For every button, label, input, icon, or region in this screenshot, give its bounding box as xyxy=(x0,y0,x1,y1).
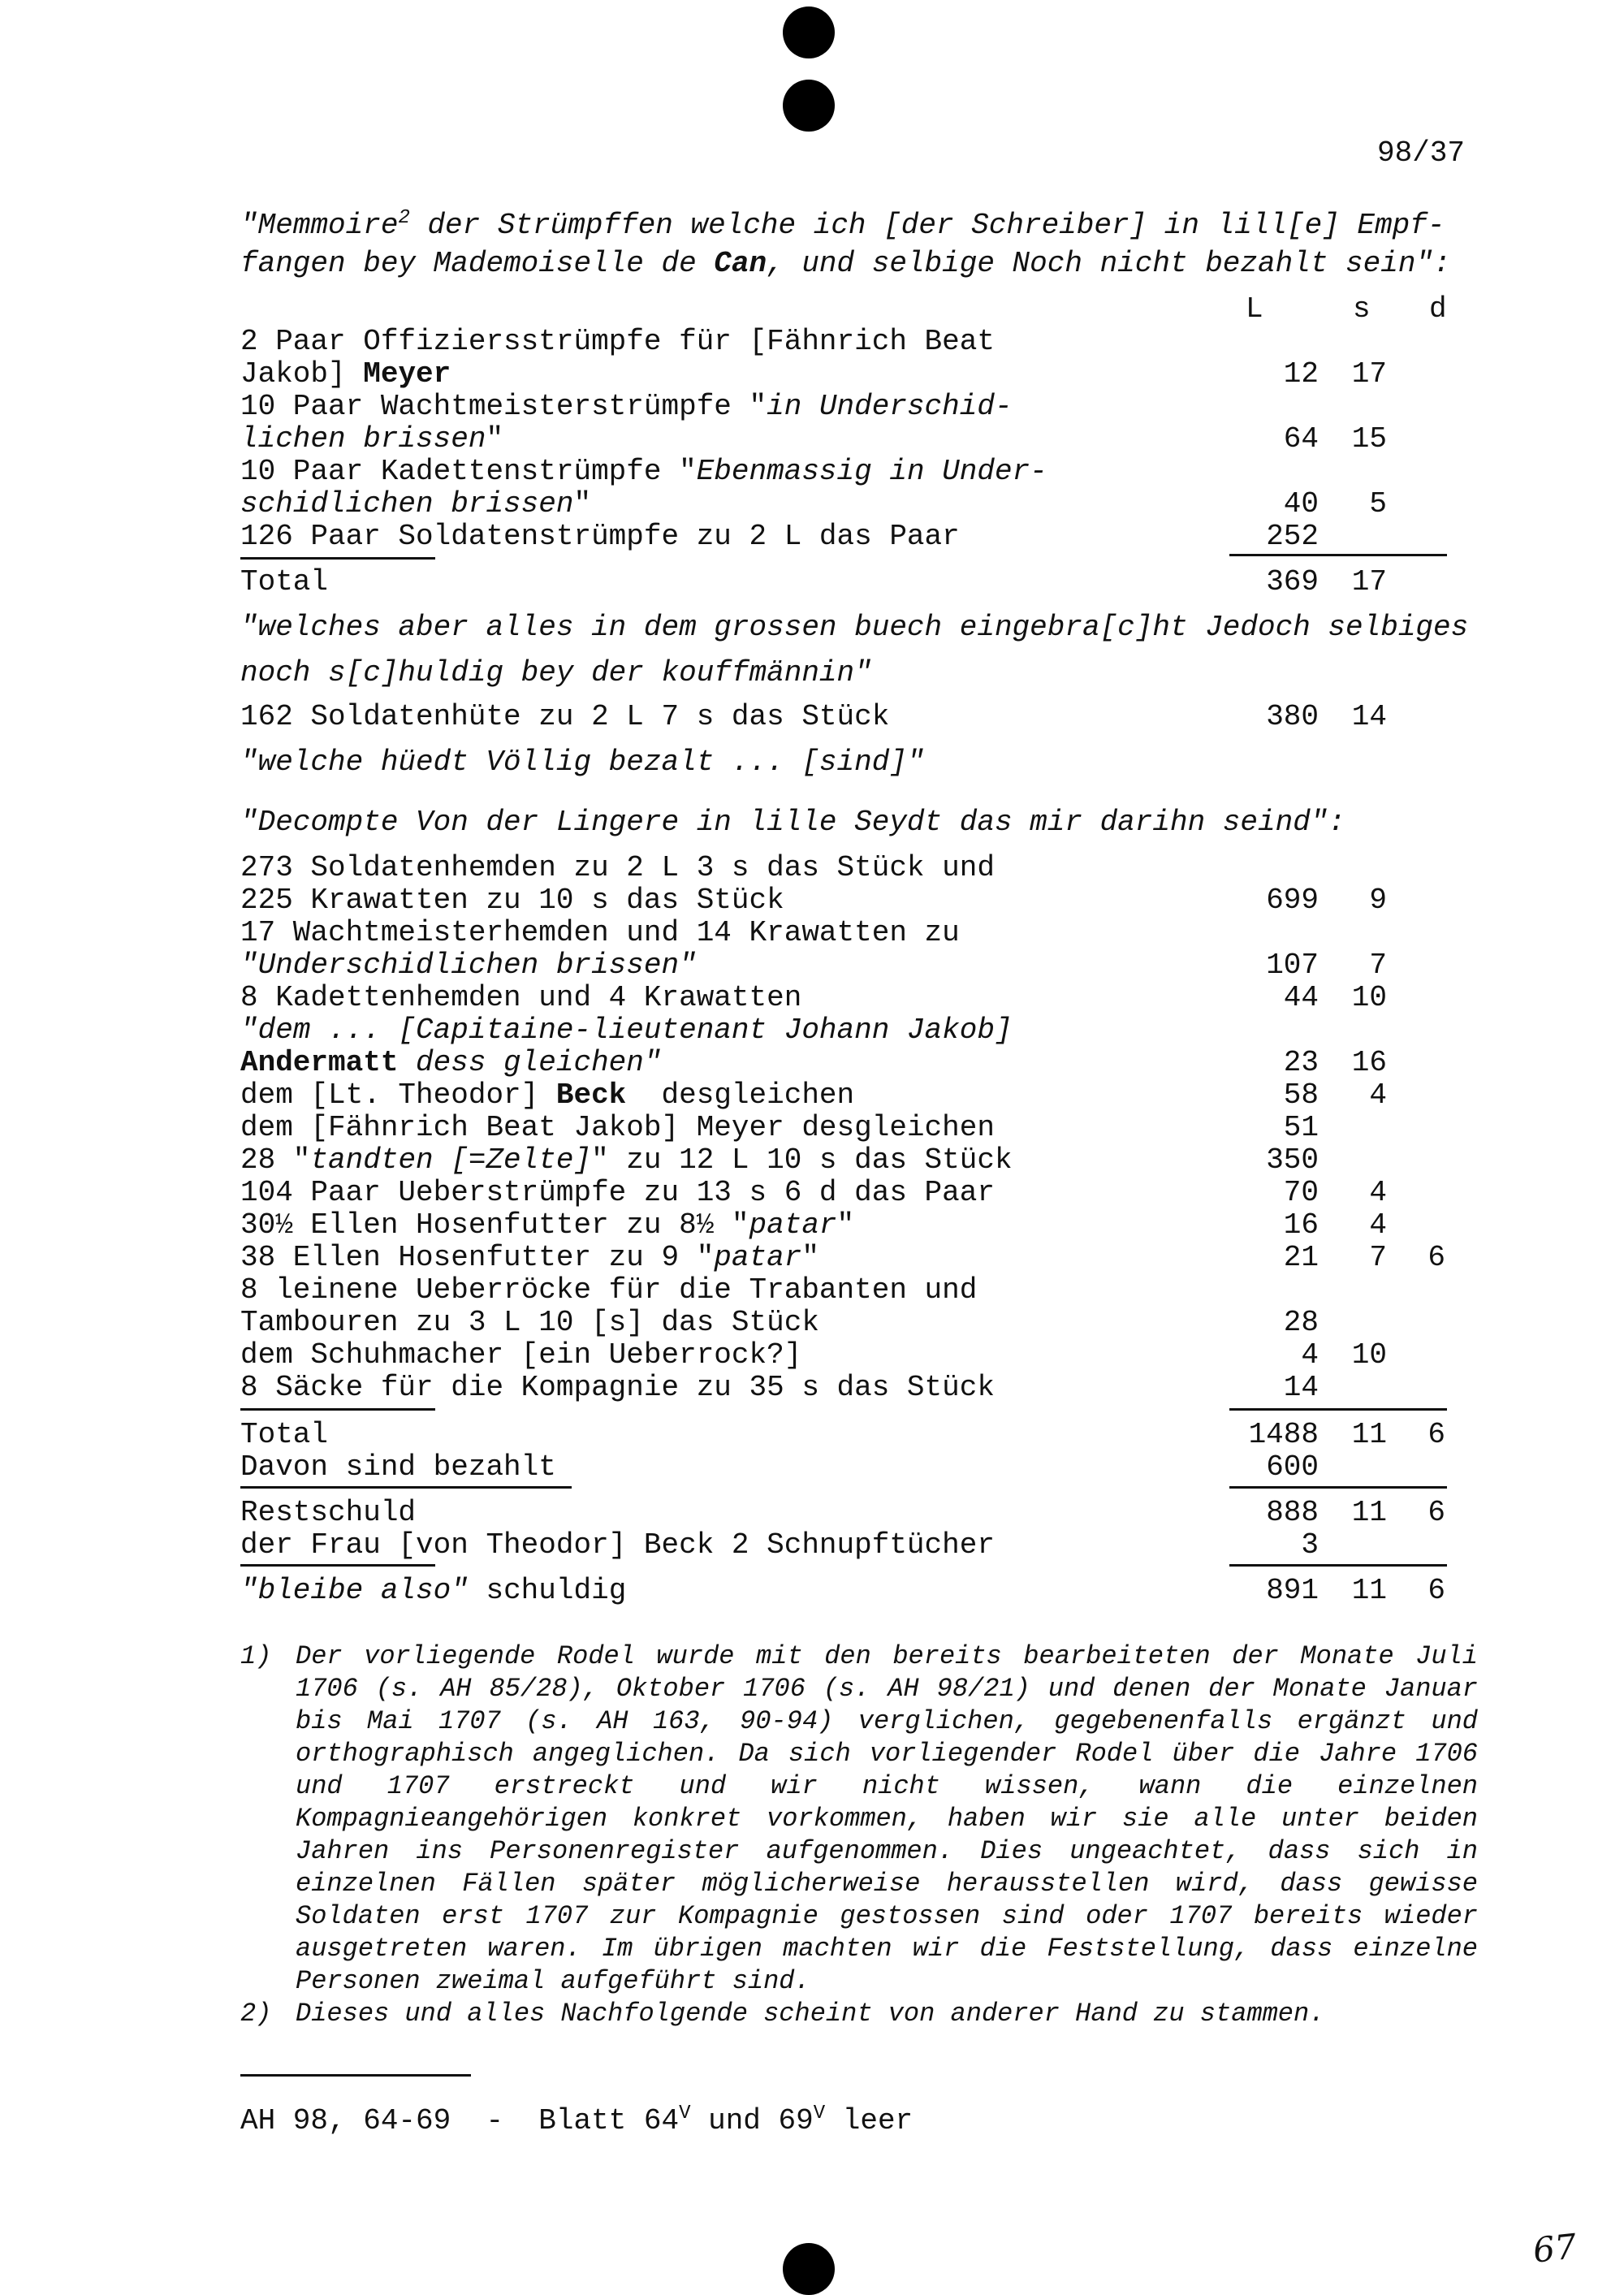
column-header-s: s xyxy=(1353,292,1371,326)
amount-L: 12 xyxy=(1283,357,1319,391)
punch-hole-bottom xyxy=(783,2243,835,2295)
amount-L: 21 xyxy=(1283,1241,1319,1274)
hats-entry: 162 Soldatenhüte zu 2 L 7 s das Stück xyxy=(240,700,890,733)
quote-line: noch s[c]huldig bey der kouffmännin" xyxy=(240,656,872,689)
footer-rule xyxy=(240,2074,471,2077)
rest-d: 6 xyxy=(1427,1496,1445,1529)
rest-L: 888 xyxy=(1266,1496,1319,1529)
total-label: Total xyxy=(240,565,329,599)
amount-L: 4 xyxy=(1301,1338,1319,1372)
punch-hole-top xyxy=(783,6,835,58)
quote-line: "welche hüedt Völlig bezalt ... [sind]" xyxy=(240,746,925,779)
sum-rule xyxy=(1229,1486,1447,1489)
column-header-L: L xyxy=(1246,292,1263,326)
amount-s: 4 xyxy=(1369,1078,1387,1112)
amount-L: 252 xyxy=(1266,520,1319,553)
punch-hole-second xyxy=(783,80,835,132)
sum-rule xyxy=(1229,554,1447,556)
section-heading: "Decompte Von der Lingere in lille Seydt das mir darihn seind": xyxy=(240,806,1346,839)
footnote-1 xyxy=(240,1640,1483,1998)
amount-s: 10 xyxy=(1351,1338,1387,1372)
final-d: 6 xyxy=(1427,1574,1445,1607)
entry-text: dem [Fähnrich Beat Jakob] Meyer desgleichen xyxy=(240,1111,995,1144)
entry-text: 126 Paar Soldatenstrümpfe zu 2 L das Paar xyxy=(240,520,960,553)
footnote-text: Dieses und alles Nachfolgende scheint von anderer Hand zu stammen. xyxy=(296,1999,1325,2029)
underline-rule xyxy=(240,1408,435,1411)
amount-s: 14 xyxy=(1351,700,1387,733)
amount-L: 23 xyxy=(1283,1046,1319,1079)
entry-text: "Underschidlichen brissen" xyxy=(240,949,697,982)
amount-L: 14 xyxy=(1283,1371,1319,1404)
entry-text: 104 Paar Ueberstrümpfe zu 13 s 6 d das Paar xyxy=(240,1176,995,1209)
total-L: 369 xyxy=(1266,565,1319,599)
amount-L: 699 xyxy=(1266,884,1319,917)
entry-text: "dem ... [Capitaine-lieutenant Johann Jakob] xyxy=(240,1014,1013,1047)
entry-text: Tambouren zu 3 L 10 [s] das Stück xyxy=(240,1306,819,1339)
amount-s: 9 xyxy=(1369,884,1387,917)
entry-text: 28 "tandten [=Zelte]" zu 12 L 10 s das Stück xyxy=(240,1143,1013,1177)
entry-text: 10 Paar Wachtmeisterstrümpfe "in Underschid- xyxy=(240,390,1013,423)
amount-s: 10 xyxy=(1351,981,1387,1014)
entry-text: Jakob] Meyer xyxy=(240,357,451,391)
total-s: 17 xyxy=(1351,565,1387,599)
entry-text: 225 Krawatten zu 10 s das Stück xyxy=(240,884,784,917)
entry-text: lichen brissen" xyxy=(240,422,504,456)
amount-L: 70 xyxy=(1283,1176,1319,1209)
entry-text: 2 Paar Offiziersstrümpfe für [Fähnrich Beat xyxy=(240,325,995,358)
entry-text: 8 Säcke für die Kompagnie zu 35 s das Stück xyxy=(240,1371,995,1404)
amount-s: 7 xyxy=(1369,949,1387,982)
handkerchiefs-label: der Frau [von Theodor] Beck 2 Schnupftücher xyxy=(240,1528,995,1562)
heading-line-1: "Memmoire$^2$ der Strümpffen welche ich [der Schreiber] in lill[e] Empf- xyxy=(240,207,1445,242)
handkerchiefs-L: 3 xyxy=(1301,1528,1319,1562)
entry-text: 17 Wachtmeisterhemden und 14 Krawatten zu xyxy=(240,916,960,949)
amount-L: 58 xyxy=(1283,1078,1319,1112)
footnote-text: Der vorliegende Rodel wurde mit den bereits bearbeiteten der Monate Juli 1706 (s. AH 85/28), Oktober 1706 (s. AH 98/21) und denen der Monate Januar bis Mai 1707 (s. AH 163, 90-94) verglichen, gegebenenfalls ergänzt und orthographisch angeglichen. Da sich vorliegender Rodel über die Jahre 1706 und 1707 erstreckt und wir nicht wissen, wann die einzelnen Kompagnieangehörigen konkret vorkommen, haben wir sie alle unter beiden Jahren ins Personenregister aufgenommen. Dies ungeachtet, dass sich in einzelnen Fällen später möglicherweise herausstellen wird, dass gewisse Soldaten erst 1707 zur Kompagnie gestossen sind oder 1707 bereits wieder ausgetreten waren. Im übrigen machten wir die Feststellung, dass einzelne Personen zweimal aufgeführt sind. xyxy=(296,1641,1478,1996)
entry-text: dem [Lt. Theodor] Beck desgleichen xyxy=(240,1078,855,1112)
amount-s: 16 xyxy=(1351,1046,1387,1079)
footnote-marker: 2) xyxy=(240,1999,272,2029)
entry-text: 273 Soldatenhemden zu 2 L 3 s das Stück und xyxy=(240,851,995,884)
paid-label: Davon sind bezahlt xyxy=(240,1450,556,1484)
underline-rule xyxy=(240,1564,435,1567)
footnote-marker: 1) xyxy=(240,1641,272,1671)
amount-L: 107 xyxy=(1266,949,1319,982)
handwritten-page-number: 67 xyxy=(1531,2226,1579,2271)
amount-s: 7 xyxy=(1369,1241,1387,1274)
entry-text: dem Schuhmacher [ein Ueberrock?] xyxy=(240,1338,802,1372)
amount-s: 4 xyxy=(1369,1176,1387,1209)
quote-line: "welches aber alles in dem grossen buech eingebra[c]ht Jedoch selbiges xyxy=(240,611,1469,644)
amount-L: 16 xyxy=(1283,1208,1319,1242)
amount-s: 4 xyxy=(1369,1208,1387,1242)
paid-L: 600 xyxy=(1266,1450,1319,1484)
amount-L: 51 xyxy=(1283,1111,1319,1144)
entry-text: 10 Paar Kadettenstrümpfe "Ebenmassig in Under- xyxy=(240,455,1047,488)
amount-L: 380 xyxy=(1266,700,1319,733)
amount-L: 40 xyxy=(1283,487,1319,521)
final-L: 891 xyxy=(1266,1574,1319,1607)
total-label: Total xyxy=(240,1418,329,1451)
amount-d: 6 xyxy=(1427,1241,1445,1274)
total-s: 11 xyxy=(1351,1418,1387,1451)
amount-s: 5 xyxy=(1369,487,1387,521)
entry-text: 8 leinene Ueberröcke für die Trabanten und xyxy=(240,1273,978,1307)
page-number: 98/37 xyxy=(1377,136,1466,170)
amount-L: 64 xyxy=(1283,422,1319,456)
column-header-d: d xyxy=(1429,292,1447,326)
entry-text: 30½ Ellen Hosenfutter zu 8½ "patar" xyxy=(240,1208,855,1242)
entry-text: schidlichen brissen" xyxy=(240,487,592,521)
footnote-2 xyxy=(240,1998,1483,2030)
entry-text: Andermatt dess gleichen" xyxy=(240,1046,662,1079)
heading-line-2: fangen bey Mademoiselle de Can, und selbige Noch nicht bezahlt sein": xyxy=(240,247,1451,280)
underline-rule xyxy=(240,557,435,560)
amount-L: 350 xyxy=(1266,1143,1319,1177)
total-L: 1488 xyxy=(1248,1418,1319,1451)
sum-rule xyxy=(1229,1564,1447,1567)
rest-label: Restschuld xyxy=(240,1496,417,1529)
entry-text: 8 Kadettenhemden und 4 Krawatten xyxy=(240,981,802,1014)
source-reference: AH 98, 64-69 - Blatt $64^V$ und $69^V$ leer xyxy=(240,2103,914,2137)
sum-rule xyxy=(1229,1408,1447,1411)
entry-text: 38 Ellen Hosenfutter zu 9 "patar" xyxy=(240,1241,819,1274)
amount-L: 44 xyxy=(1283,981,1319,1014)
underline-rule xyxy=(240,1486,572,1489)
rest-s: 11 xyxy=(1351,1496,1387,1529)
total-d: 6 xyxy=(1427,1418,1445,1451)
amount-s: 17 xyxy=(1351,357,1387,391)
amount-s: 15 xyxy=(1351,422,1387,456)
final-s: 11 xyxy=(1351,1574,1387,1607)
final-label: "bleibe also" schuldig xyxy=(240,1574,627,1607)
amount-L: 28 xyxy=(1283,1306,1319,1339)
